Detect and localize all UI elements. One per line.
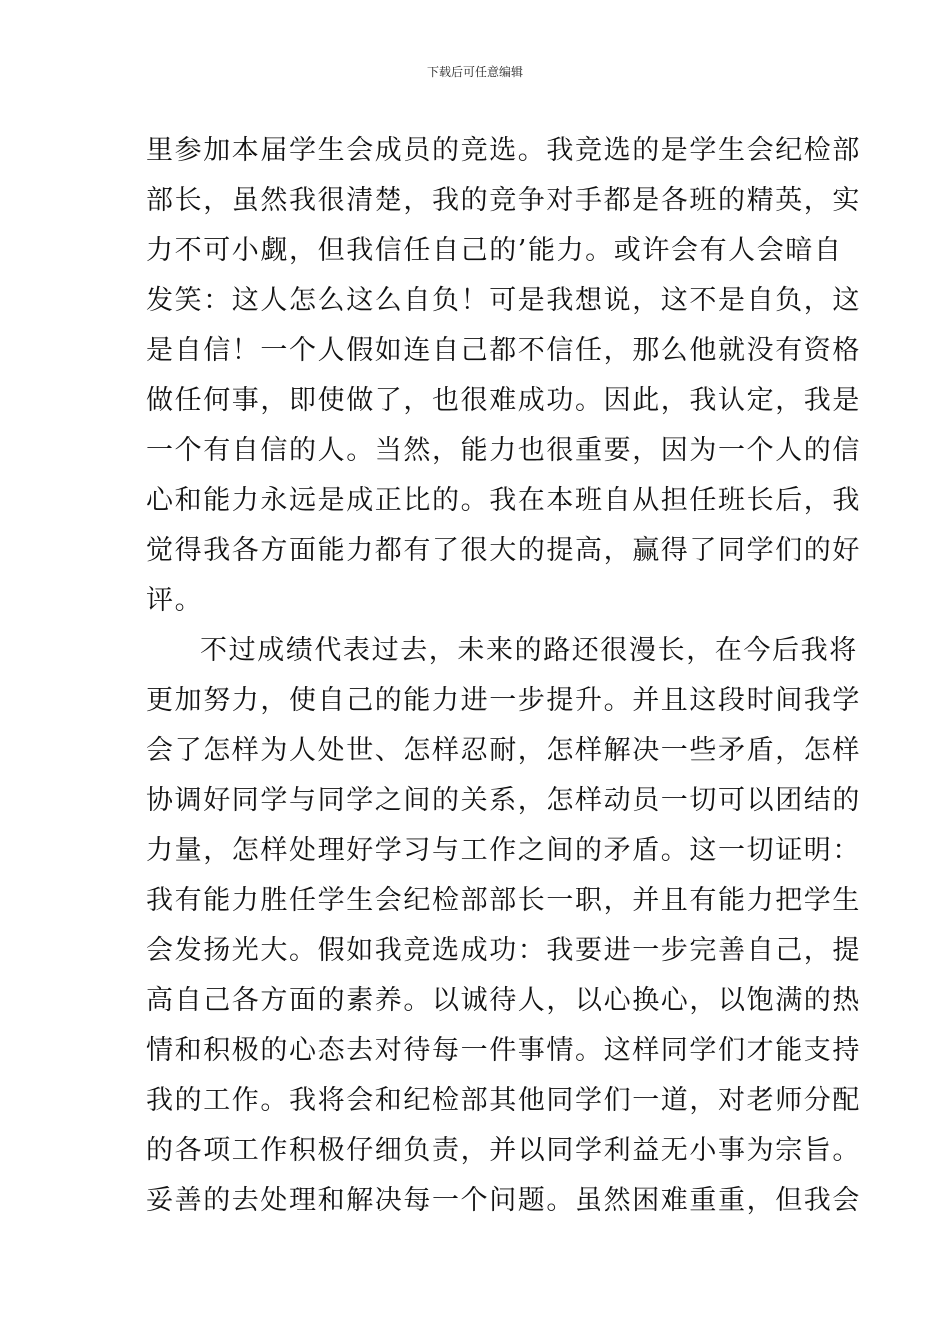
page-header: 下载后可任意编辑 [426,65,523,79]
text-line: 觉得我各方面能力都有了很大的提高，赢得了同学们的好 [146,535,861,566]
text-line: 协调好同学与同学之间的关系，怎样动员一切可以团结的 [146,785,861,816]
text-line: 妥善的去处理和解决每一个问题。虽然困难重重，但我会 [146,1185,861,1216]
text-line: 我有能力胜任学生会纪检部部长一职，并且有能力把学生 [146,885,861,916]
paragraph-first-line: 不过成绩代表过去，未来的路还很漫长，在今后我将 [200,635,858,666]
text-line: 一个有自信的人。当然，能力也很重要，因为一个人的信 [146,435,861,466]
text-line: 部长，虽然我很清楚，我的竞争对手都是各班的精英，实 [146,185,861,216]
text-line: 力量，怎样处理好学习与工作之间的矛盾。这一切证明： [146,835,861,866]
text-line: 是自信！一个人假如连自己都不信任，那么他就没有资格 [146,335,861,366]
text-line: 做任何事，即使做了，也很难成功。因此，我认定，我是 [146,385,861,416]
text-line: 心和能力永远是成正比的。我在本班自从担任班长后，我 [146,485,861,516]
text-line: 更加努力，使自己的能力进一步提升。并且这段时间我学 [146,685,861,716]
text-line: 里参加本届学生会成员的竞选。我竞选的是学生会纪检部 [146,135,861,166]
text-line: 力不可小觑，但我信任自己的’能力。或许会有人会暗自 [146,235,843,266]
text-line: 情和积极的心态去对待每一件事情。这样同学们才能支持 [146,1035,861,1066]
text-line: 发笑：这人怎么这么自负！可是我想说，这不是自负，这 [146,285,861,316]
text-line: 会了怎样为人处世、怎样忍耐，怎样解决一些矛盾，怎样 [146,735,861,766]
text-line: 我的工作。我将会和纪检部其他同学们一道，对老师分配 [146,1085,861,1116]
text-line: 评。 [146,585,204,616]
text-line: 高自己各方面的素养。以诚待人，以心换心，以饱满的热 [146,985,861,1016]
text-line: 的各项工作积极仔细负责，并以同学利益无小事为宗旨。 [146,1135,861,1166]
document-body [146,126,861,1226]
text-line: 会发扬光大。假如我竞选成功：我要进一步完善自己，提 [146,935,861,966]
